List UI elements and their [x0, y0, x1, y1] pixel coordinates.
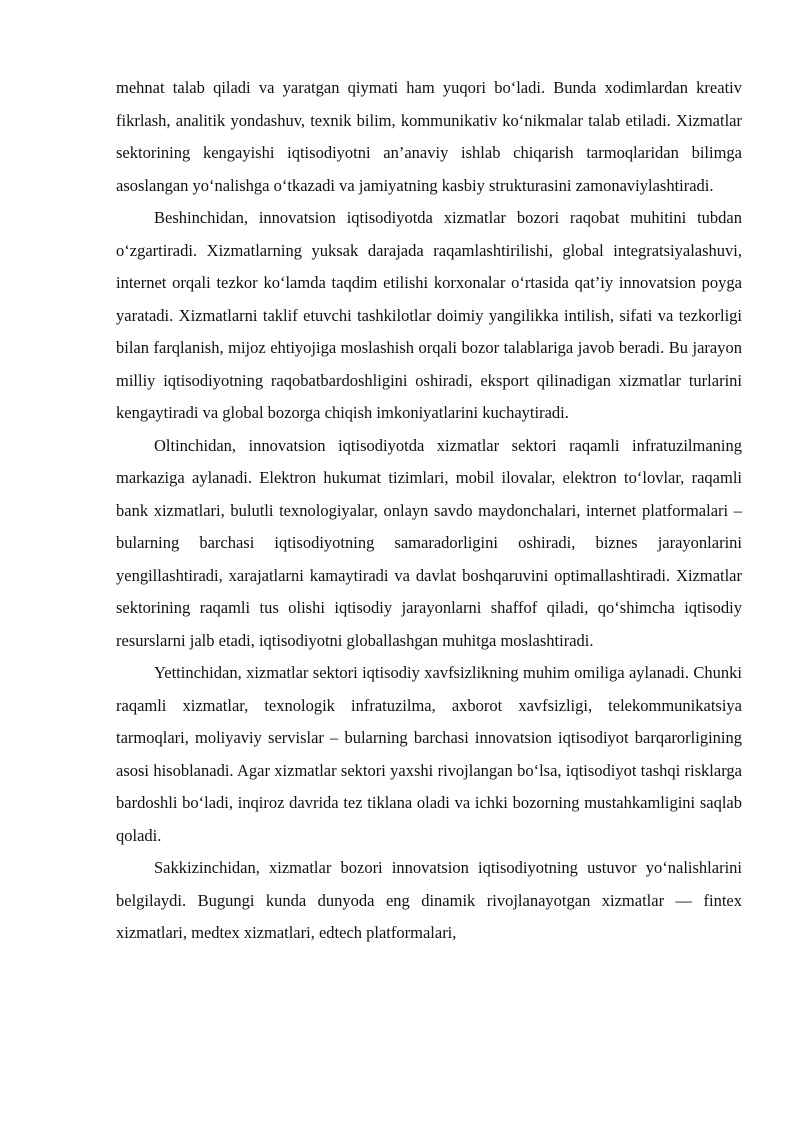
- paragraph-oltinchidan: Oltinchidan, innovatsion iqtisodiyotda xizmatlar sektori raqamli infratuzilmaning markaziga aylanadi. Elektron hukumat tizimlari, mobil ilovalar, elektron to‘lovlar, raqamli bank xizmatlari, bulutli texnologiyalar, onlayn savdo maydonchalari, internet platformalari – bularning barchasi iqtisodiyotning samaradorligini oshiradi, biznes jarayonlarini yengillashtiradi, xarajatlarni kamaytiradi va davlat boshqaruvini optimallashtiradi. Xizmatlar sektorining raqamli tus olishi iqtisodiy jarayonlarni shaffof qiladi, qo‘shimcha iqtisodiy resurslarni jalb etadi, iqtisodiyotni globallashgan muhitga moslashtiradi.: [116, 435, 742, 650]
- paragraph-yettinchidan: Yettinchidan, xizmatlar sektori iqtisodiy xavfsizlikning muhim omiliga aylanadi. Chunki raqamli xizmatlar, texnologik infratuzilma, axborot xavfsizligi, telekommunikatsiya tarmoqlari, moliyaviy servislar – bularning barchasi innovatsion iqtisodiyot barqarorligining asosi hisoblanadi. Agar xizmatlar sektori yaxshi rivojlangan bo‘lsa, iqtisodiyot tashqi risklarga bardoshli bo‘ladi, inqiroz davrida tez tiklana oladi va ichki bozorning mustahkamligini saqlab qoladi.: [116, 663, 742, 845]
- paragraph-continuation: mehnat talab qiladi va yaratgan qiymati ham yuqori bo‘ladi. Bunda xodimlardan kreativ fikrlash, analitik yondashuv, texnik bilim, kommunikativ ko‘nikmalar talab etiladi. Xizmatlar sektorining kengayishi iqtisodiyotni an’anaviy ishlab chiqarish tarmoqlaridan bilimga asoslangan yo‘nalishga o‘tkazadi va jamiyatning kasbiy strukturasini zamonaviylashtiradi.: [116, 78, 742, 195]
- paragraph-beshinchidan: Beshinchidan, innovatsion iqtisodiyotda xizmatlar bozori raqobat muhitini tubdan o‘zgartiradi. Xizmatlarning yuksak darajada raqamlashtirilishi, global integratsiyalashuvi, internet orqali tezkor ko‘lamda taqdim etilishi korxonalar o‘rtasida qat’iy innovatsion poyga yaratadi. Xizmatlarni taklif etuvchi tashkilotlar doimiy yangilikka intilish, sifati va tezkorligi bilan farqlanish, mijoz ehtiyojiga moslashish orqali bozor talablariga javob beradi. Bu jarayon milliy iqtisodiyotning raqobatbardoshligini oshiradi, eksport qilinadigan xizmatlar turlarini kengaytiradi va global bozorga chiqish imkoniyatlarini kuchaytiradi.: [116, 208, 742, 422]
- body-text: [116, 72, 742, 950]
- paragraph-sakkizinchidan: Sakkizinchidan, xizmatlar bozori innovatsion iqtisodiyotning ustuvor yo‘nalishlarini belgilaydi. Bugungi kunda dunyoda eng dinamik rivojlanayotgan xizmatlar — fintex xizmatlari, medtex xizmatlari, edtech platformalari,: [116, 858, 742, 942]
